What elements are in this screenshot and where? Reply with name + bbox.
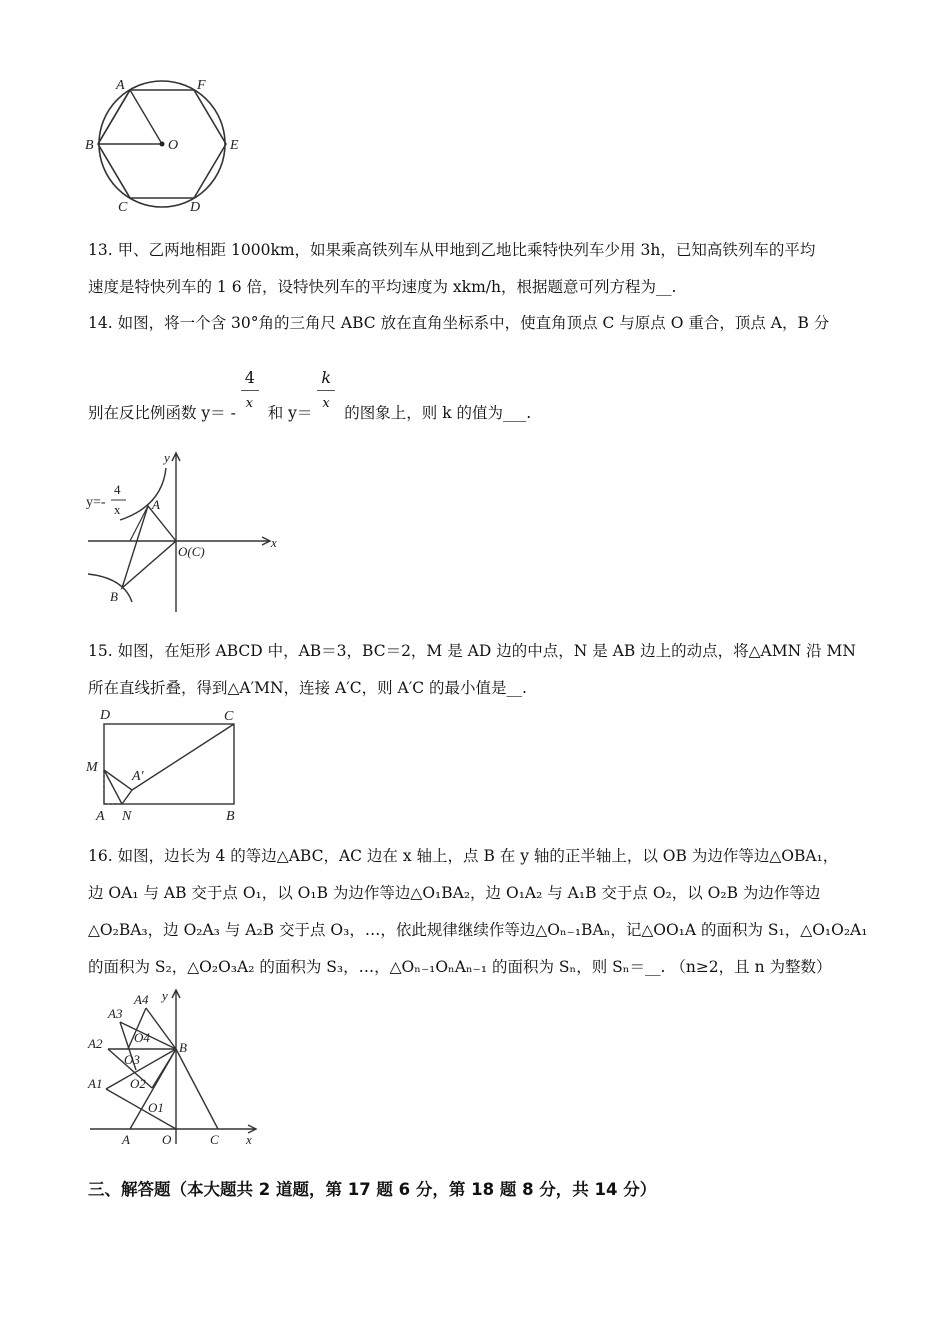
label-D: D	[190, 200, 201, 215]
fig15-label-C: C	[224, 709, 234, 724]
fig16-label-O2: O2	[130, 1076, 146, 1091]
fig16-label-A: A	[122, 1132, 130, 1147]
label-A: A	[116, 78, 125, 93]
fig14-label-A: A	[152, 497, 160, 512]
fig16-label-C: C	[210, 1132, 219, 1147]
frac1-denominator: x	[245, 396, 254, 411]
fig14-func-label: y=-	[86, 495, 106, 510]
fig16-label-y: y	[162, 988, 168, 1003]
fig14-label-OC: O(C)	[178, 544, 205, 559]
fig16-label-A1: A1	[88, 1076, 103, 1091]
q15-line2: 所在直线折叠，得到△A′MN，连接 A′C，则 A′C 的最小值是__.	[88, 679, 527, 697]
fig15-label-B: B	[226, 809, 235, 824]
q16-line1: 16. 如图，边长为 4 的等边△ABC，AC 边在 x 轴上，点 B 在 y 轴的正半轴上，以 OB 为边作等边△OBA₁，	[88, 847, 839, 865]
fig14-func-den: x	[114, 502, 121, 517]
fig15-label-M: M	[86, 760, 98, 775]
q14-text-a: 别在反比例函数 y＝ -	[88, 404, 236, 422]
label-C: C	[118, 200, 128, 215]
fig16-label-O3: O3	[124, 1052, 140, 1067]
fraction-k-over-x	[317, 368, 339, 418]
fig15-label-N: N	[122, 809, 132, 824]
frac2-denominator: x	[322, 396, 330, 411]
label-F: F	[197, 78, 206, 93]
q13-line2: 速度是特快列车的 1 6 倍，设特快列车的平均速度为 xkm/h，根据题意可列方程为__.	[88, 278, 677, 296]
label-B: B	[85, 138, 94, 153]
q14-line2	[88, 368, 532, 423]
q16-line2: 边 OA₁ 与 AB 交于点 O₁，以 O₁B 为边作等边△O₁BA₂，边 O₁A₂ 与 A₁B 交于点 O₂，以 O₂B 为边作等边	[88, 884, 821, 902]
fig16-label-O4: O4	[134, 1030, 150, 1045]
fig15-label-D: D	[100, 708, 111, 723]
q14-line1: 14. 如图，将一个含 30°角的三角尺 ABC 放在直角坐标系中，使直角顶点 C 与原点 O 重合，顶点 A，B 分	[88, 314, 830, 332]
fig15-label-Aprime: A′	[132, 769, 144, 784]
label-E: E	[230, 138, 239, 153]
frac2-numerator: k	[321, 368, 332, 387]
q15-line1: 15. 如图，在矩形 ABCD 中，AB＝3，BC＝2，M 是 AD 边的中点，N 是 AB 边上的动点，将△AMN 沿 MN	[88, 642, 856, 660]
q16-line3: △O₂BA₃，边 O₂A₃ 与 A₂B 交于点 O₃，…，依此规律继续作等边△Oₙ₋₁BAₙ，记△OO₁A 的面积为 S₁，△O₁O₂A₁	[88, 921, 868, 939]
q13-line1: 13. 甲、乙两地相距 1000km，如果乘高铁列车从甲地到乙地比乘特快列车少用 3h，已知高铁列车的平均	[88, 241, 816, 259]
fig14-label-y: y	[164, 450, 170, 465]
fig16-label-x: x	[246, 1132, 252, 1147]
hyperbola-triangle-figure	[84, 448, 284, 616]
frac1-bar	[241, 390, 259, 391]
fig15-label-A: A	[96, 809, 105, 824]
fig14-func-num: 4	[114, 482, 121, 497]
label-O: O	[168, 138, 179, 153]
fig16-label-A4: A4	[134, 992, 149, 1007]
fig16-label-A2: A2	[88, 1036, 103, 1051]
fraction-4-over-x	[241, 368, 263, 418]
fig16-label-B: B	[179, 1040, 187, 1055]
section-3-heading: 三、解答题（本大题共 2 道题，第 17 题 6 分，第 18 题 8 分，共 14 分）	[88, 1180, 657, 1199]
fig16-label-O1: O1	[148, 1100, 164, 1115]
fig14-label-B: B	[110, 589, 118, 604]
rectangle-fold-figure	[84, 704, 254, 826]
fig14-label-x: x	[271, 535, 277, 550]
nested-triangles-figure	[84, 986, 264, 1150]
q14-text-c: 的图象上，则 k 的值为___.	[344, 404, 532, 422]
q14-text-b: 和 y＝	[267, 404, 313, 422]
q16-line4: 的面积为 S₂，△O₂O₃A₂ 的面积为 S₃，…，△Oₙ₋₁OₙAₙ₋₁ 的面积为 Sₙ，则 Sₙ＝__. （n≥2，且 n 为整数）	[88, 958, 832, 976]
fig16-label-A3: A3	[108, 1006, 123, 1021]
fig16-label-O: O	[162, 1132, 172, 1147]
frac1-numerator: 4	[244, 368, 255, 387]
frac2-bar	[317, 390, 335, 391]
hexagon-circle-figure	[80, 72, 260, 222]
